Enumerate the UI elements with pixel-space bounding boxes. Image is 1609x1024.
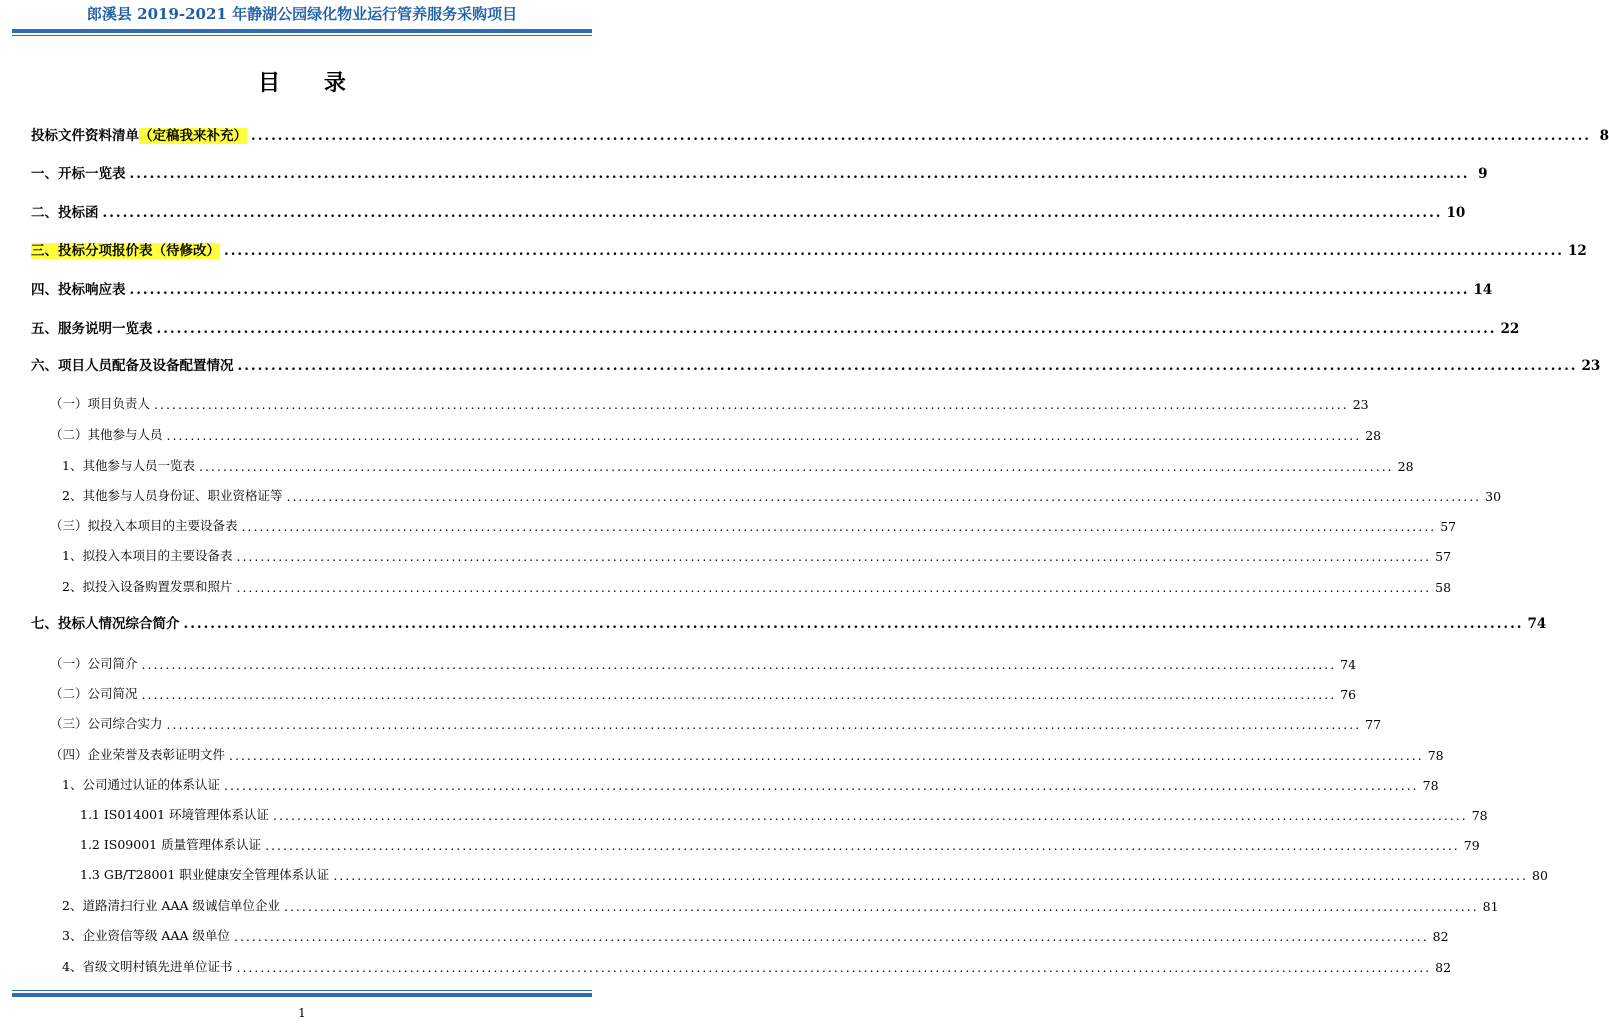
toc-entry-label bbox=[50, 684, 138, 702]
toc-leader-dots: ........................................................................................................................................................................................................ bbox=[166, 717, 1362, 732]
toc-entry[interactable] bbox=[0, 608, 1547, 632]
toc-entry-text: 4、省级文明村镇先进单位证书 bbox=[62, 959, 233, 974]
toc-leader-dots: ........................................................................................................................................................................................................ bbox=[286, 489, 1482, 504]
toc-page-number: 23 bbox=[1581, 358, 1601, 374]
toc-entry[interactable] bbox=[0, 510, 1457, 534]
toc-entry-text: 1.2 IS09001 质量管理体系认证 bbox=[80, 837, 262, 852]
toc-leader-dots: ........................................................................................................................................................................................................ bbox=[129, 166, 1470, 182]
toc-leader-dots: ........................................................................................................................................................................................................ bbox=[224, 243, 1564, 259]
toc-entry-label bbox=[50, 394, 150, 412]
toc-page-number: 9 bbox=[1478, 166, 1488, 182]
toc-entry-label bbox=[62, 486, 282, 504]
toc-title: 目 录 bbox=[258, 70, 364, 96]
toc-entry-label bbox=[50, 654, 138, 672]
toc-entry-text: 一、开标一览表 bbox=[31, 166, 126, 182]
toc-page-number: 81 bbox=[1482, 899, 1499, 914]
toc-entry[interactable] bbox=[0, 120, 1609, 144]
toc-entry-text: 2、其他参与人员身份证、职业资格证等 bbox=[62, 488, 283, 503]
toc-entry-label bbox=[31, 201, 99, 221]
toc-entry[interactable] bbox=[0, 829, 1480, 853]
toc-entry-label bbox=[31, 354, 234, 374]
toc-entry[interactable] bbox=[0, 388, 1369, 412]
toc-leader-dots: ........................................................................................................................................................................................................ bbox=[251, 128, 1591, 144]
toc-entry-text: （三）公司综合实力 bbox=[50, 716, 163, 731]
toc-leader-dots: ........................................................................................................................................................................................................ bbox=[156, 321, 1497, 337]
page-number: 1 bbox=[298, 1006, 306, 1020]
toc-entry-text: 1、拟投入本项目的主要设备表 bbox=[62, 548, 233, 563]
toc-page-number: 22 bbox=[1500, 321, 1520, 337]
toc-page-number: 78 bbox=[1422, 778, 1439, 793]
toc-entry-text: 七、投标人情况综合简介 bbox=[31, 616, 180, 632]
toc-entry-label bbox=[50, 425, 163, 443]
toc-leader-dots: ........................................................................................................................................................................................................ bbox=[237, 358, 1578, 374]
toc-page-number: 57 bbox=[1435, 549, 1452, 564]
toc-leader-dots: ........................................................................................................................................................................................................ bbox=[236, 960, 1432, 975]
toc-page-number: 14 bbox=[1473, 282, 1493, 298]
toc-page-number: 80 bbox=[1532, 868, 1548, 883]
toc-entry-text: 二、投标函 bbox=[31, 205, 99, 221]
toc-entry-label bbox=[50, 714, 163, 732]
toc-page-number: 10 bbox=[1446, 205, 1466, 221]
toc-entry[interactable] bbox=[0, 739, 1444, 763]
toc-entry-label bbox=[31, 317, 153, 337]
toc-page-number: 58 bbox=[1435, 580, 1452, 595]
toc-entry-label bbox=[62, 456, 195, 474]
toc-leader-dots: ........................................................................................................................................................................................................ bbox=[154, 397, 1349, 412]
toc-entry-text: 六、项目人员配备及设备配置情况 bbox=[31, 358, 234, 374]
toc-page-number: 76 bbox=[1340, 687, 1357, 702]
toc-entry[interactable] bbox=[0, 799, 1488, 823]
toc-entry[interactable] bbox=[0, 708, 1382, 732]
toc-entry-label bbox=[62, 577, 232, 595]
toc-entry[interactable] bbox=[0, 197, 1466, 221]
toc-page-number: 82 bbox=[1435, 960, 1452, 975]
toc-page-number: 78 bbox=[1427, 748, 1444, 763]
toc-entry[interactable] bbox=[0, 450, 1414, 474]
toc-leader-dots: ........................................................................................................................................................................................................ bbox=[283, 899, 1479, 914]
toc-entry[interactable] bbox=[0, 648, 1357, 672]
toc-page-number: 57 bbox=[1440, 519, 1457, 534]
toc-leader-dots: ........................................................................................................................................................................................................ bbox=[236, 580, 1432, 595]
footer-rule-thick bbox=[12, 993, 592, 997]
toc-entry-label bbox=[31, 124, 247, 144]
toc-entry-label bbox=[50, 516, 238, 534]
toc-leader-dots: ........................................................................................................................................................................................................ bbox=[102, 205, 1443, 221]
toc-page-number: 12 bbox=[1568, 243, 1587, 259]
toc-leader-dots: ........................................................................................................................................................................................................ bbox=[273, 808, 1468, 823]
toc-entry-text: （二）公司简况 bbox=[50, 686, 138, 701]
toc-entry-label bbox=[62, 546, 232, 564]
toc-entry-text: 2、拟投入设备购置发票和照片 bbox=[62, 579, 233, 594]
toc-leader-dots: ........................................................................................................................................................................................................ bbox=[241, 519, 1437, 534]
footer-rule-thin bbox=[12, 990, 592, 991]
toc-entry[interactable] bbox=[0, 951, 1452, 975]
toc-leader-dots: ........................................................................................................................................................................................................ bbox=[265, 838, 1460, 853]
toc-entry-text: （二）其他参与人员 bbox=[50, 427, 163, 442]
toc-entry[interactable] bbox=[0, 313, 1520, 337]
toc-entry-text: （四）企业荣誉及表彰证明文件 bbox=[50, 747, 226, 762]
toc-entry-text: 2、道路清扫行业 AAA 级诚信单位企业 bbox=[62, 898, 280, 913]
toc-entry-label bbox=[62, 926, 230, 944]
toc-entry[interactable] bbox=[0, 419, 1382, 443]
toc-leader-dots: ........................................................................................................................................................................................................ bbox=[166, 428, 1362, 443]
toc-entry-highlight: （定稿我来补充） bbox=[139, 128, 247, 144]
toc-entry-text: 1.1 IS014001 环境管理体系认证 bbox=[80, 807, 270, 822]
toc-entry-text: 1、其他参与人员一览表 bbox=[62, 458, 195, 473]
toc-entry-label bbox=[31, 239, 220, 259]
toc-page-number: 74 bbox=[1340, 657, 1357, 672]
toc-page-number: 74 bbox=[1527, 616, 1547, 632]
header-rule-thick bbox=[12, 29, 592, 33]
toc-entry-label bbox=[80, 805, 269, 823]
toc-page-number: 23 bbox=[1352, 397, 1369, 412]
toc-entry-label bbox=[62, 957, 232, 975]
toc-entry-label bbox=[62, 896, 280, 914]
toc-entry-label bbox=[31, 162, 126, 182]
toc-entry[interactable] bbox=[0, 890, 1499, 914]
toc-leader-dots: ........................................................................................................................................................................................................ bbox=[333, 868, 1528, 883]
toc-entry-label bbox=[50, 745, 225, 763]
toc-entry-highlight: 三、投标分项报价表（待修改） bbox=[31, 243, 220, 259]
toc-page-number: 28 bbox=[1365, 428, 1382, 443]
toc-entry-text: （一）公司简介 bbox=[50, 656, 138, 671]
toc-page-number: 28 bbox=[1397, 459, 1414, 474]
toc-entry[interactable] bbox=[0, 350, 1601, 374]
toc-entry[interactable] bbox=[0, 678, 1357, 702]
toc-entry[interactable] bbox=[0, 859, 1548, 883]
toc-entry[interactable] bbox=[0, 920, 1449, 944]
toc-entry[interactable] bbox=[0, 480, 1502, 504]
toc-leader-dots: ........................................................................................................................................................................................................ bbox=[141, 657, 1337, 672]
toc-entry-text: 投标文件资料清单 bbox=[31, 128, 139, 144]
toc-entry-label bbox=[80, 835, 261, 853]
toc-page-number: 77 bbox=[1365, 717, 1382, 732]
toc-page-number: 82 bbox=[1432, 929, 1449, 944]
toc-entry-text: （三）拟投入本项目的主要设备表 bbox=[50, 518, 238, 533]
header-title: 郎溪县 2019-2021 年静湖公园绿化物业运行管养服务采购项目 bbox=[86, 5, 518, 23]
toc-entry-text: 3、企业资信等级 AAA 级单位 bbox=[62, 928, 230, 943]
toc-page-number: 30 bbox=[1485, 489, 1502, 504]
toc-entry-text: 1、公司通过认证的体系认证 bbox=[62, 777, 220, 792]
toc-leader-dots: ........................................................................................................................................................................................................ bbox=[198, 459, 1394, 474]
toc-entry-text: （一）项目负责人 bbox=[50, 396, 151, 411]
toc-entry[interactable] bbox=[0, 540, 1452, 564]
toc-page-number: 78 bbox=[1471, 808, 1488, 823]
toc-entry-label bbox=[80, 865, 329, 883]
toc-leader-dots: ........................................................................................................................................................................................................ bbox=[183, 616, 1524, 632]
toc-page-number: 79 bbox=[1463, 838, 1480, 853]
toc-entry-text: 四、投标响应表 bbox=[31, 282, 126, 298]
toc-entry[interactable] bbox=[0, 571, 1452, 595]
toc-entry-label bbox=[31, 612, 180, 632]
toc-leader-dots: ........................................................................................................................................................................................................ bbox=[223, 778, 1419, 793]
toc-entry[interactable] bbox=[0, 158, 1488, 182]
toc-page-number: 8 bbox=[1599, 128, 1609, 144]
header-rule-thin bbox=[12, 35, 592, 36]
toc-leader-dots: ........................................................................................................................................................................................................ bbox=[233, 929, 1429, 944]
toc-entry[interactable] bbox=[0, 235, 1587, 259]
toc-leader-dots: ........................................................................................................................................................................................................ bbox=[229, 748, 1424, 763]
toc-leader-dots: ........................................................................................................................................................................................................ bbox=[129, 282, 1470, 298]
toc-entry-text: 1.3 GB/T28001 职业健康安全管理体系认证 bbox=[80, 867, 330, 882]
toc-leader-dots: ........................................................................................................................................................................................................ bbox=[141, 687, 1337, 702]
toc-entry-label bbox=[31, 278, 126, 298]
toc-entry-text: 五、服务说明一览表 bbox=[31, 321, 153, 337]
toc-entry[interactable] bbox=[0, 769, 1439, 793]
toc-entry[interactable] bbox=[0, 274, 1493, 298]
toc-entry-label bbox=[62, 775, 220, 793]
toc-leader-dots: ........................................................................................................................................................................................................ bbox=[236, 549, 1432, 564]
